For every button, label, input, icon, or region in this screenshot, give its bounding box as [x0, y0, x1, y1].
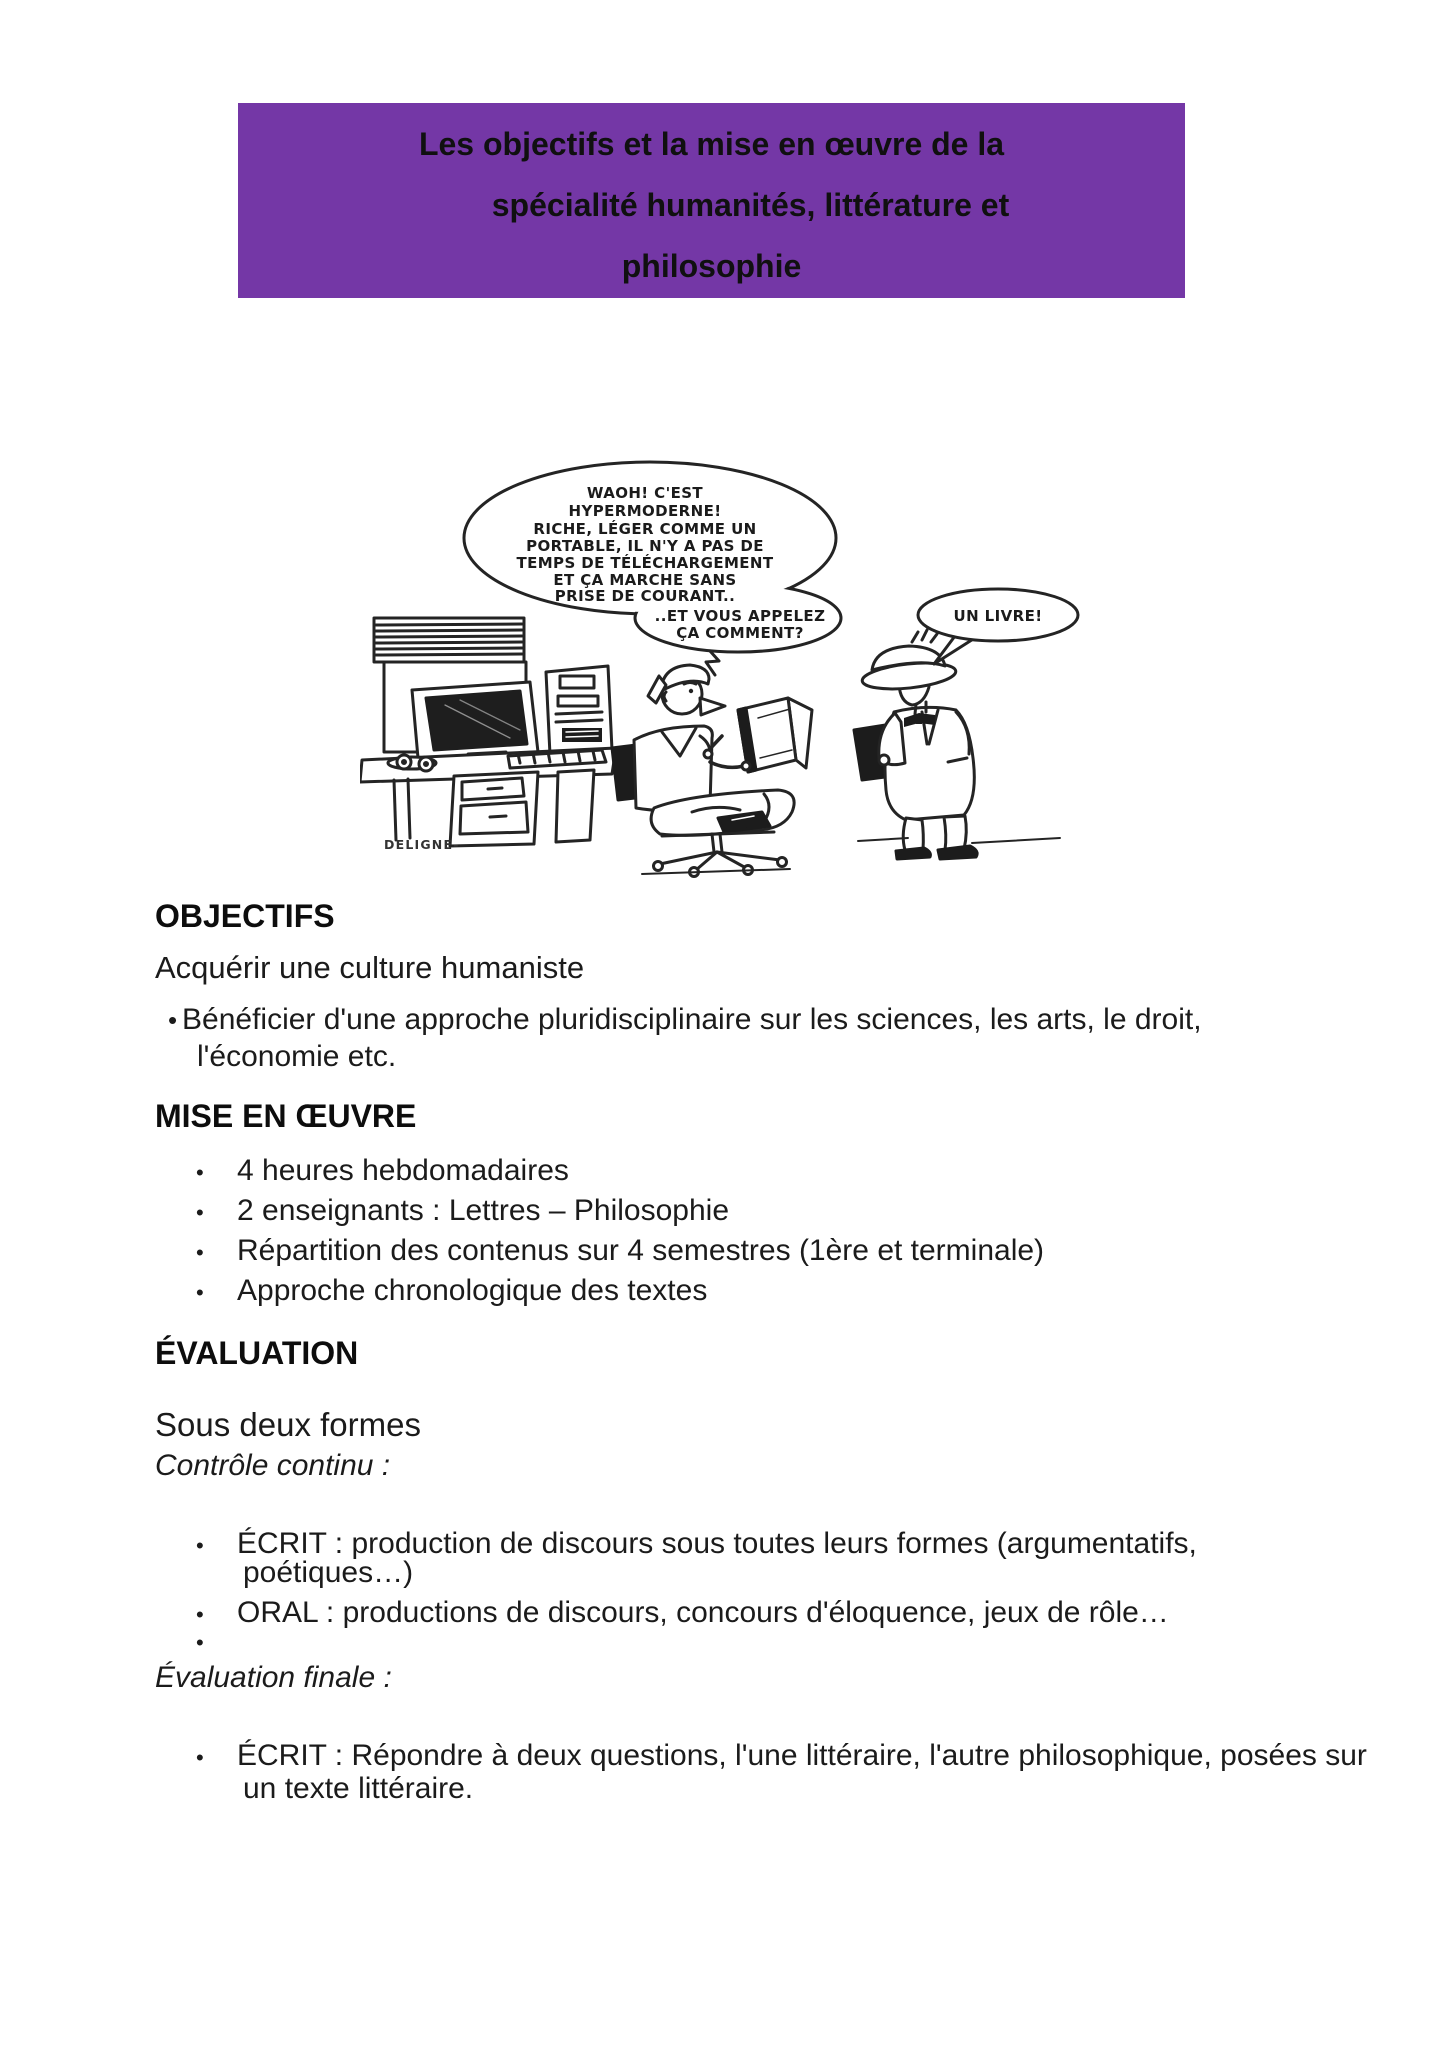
bubble-text-line: PORTABLE, IL N'Y A PAS DE: [526, 537, 764, 555]
bubble-reply-text: UN LIVRE!: [953, 607, 1043, 625]
bullet-text-wrap: poétiques…): [243, 1556, 414, 1589]
bullet-text: ÉCRIT : production de discours sous toutes leurs formes (argumentatifs,: [237, 1527, 1197, 1560]
bubble-text-line: PRISE DE COURANT..: [554, 587, 736, 605]
heading-objectifs: OBJECTIFS: [155, 898, 335, 934]
title-line-1: Les objectifs et la mise en œuvre de la: [418, 126, 1005, 162]
bubble-text-line: ÇA COMMENT?: [676, 624, 804, 642]
bubble-text-line: RICHE, LÉGER COMME UN: [533, 520, 757, 538]
title-banner: [238, 103, 1185, 298]
bullet-text: Approche chronologique des textes: [237, 1274, 708, 1307]
bubble-text-line: WAOH! C'EST: [586, 484, 704, 502]
seated-character: [612, 665, 812, 877]
bullet-text: ÉCRIT : Répondre à deux questions, l'une littéraire, l'autre philosophique, posées sur: [237, 1739, 1367, 1772]
bubble-text-line: ET ÇA MARCHE SANS: [553, 571, 737, 589]
bullet-text: Bénéficier d'une approche pluridisciplinaire sur les sciences, les arts, le droit,: [182, 1003, 1202, 1036]
bullet-text-wrap: l'économie etc.: [197, 1040, 397, 1073]
label-evaluation-finale: Évaluation finale :: [155, 1661, 392, 1694]
bullet-icon: •: [196, 1200, 204, 1225]
bullet-icon: •: [196, 1745, 204, 1770]
bullet-text: 2 enseignants : Lettres – Philosophie: [237, 1194, 729, 1227]
bullet-item-empty: [196, 1630, 237, 1655]
cartoon-illustration: [360, 460, 1100, 880]
bubble-text-line: ..ET VOUS APPELEZ: [654, 607, 826, 625]
bullet-icon: •: [196, 1630, 204, 1655]
subtitle-sous-deux-formes: Sous deux formes: [155, 1406, 421, 1443]
artist-signature: DELIGNE-: [384, 837, 460, 852]
bullet-icon: •: [196, 1240, 204, 1265]
label-controle-continu: Contrôle continu :: [155, 1449, 391, 1482]
bullet-item: [168, 1003, 1202, 1038]
computer-desk: [360, 666, 616, 846]
speech-bubble-reply: [918, 589, 1078, 664]
bullet-item: [196, 1234, 1044, 1269]
bullet-icon: •: [196, 1533, 204, 1558]
bullet-text: Répartition des contenus sur 4 semestres (1ère et terminale): [237, 1234, 1045, 1267]
heading-evaluation: ÉVALUATION: [155, 1335, 359, 1371]
bullet-icon: •: [196, 1160, 204, 1185]
bullet-item: [196, 1739, 1367, 1774]
title-line-3: philosophie: [621, 248, 802, 284]
bullet-icon: •: [196, 1602, 204, 1627]
bubble-text-line: HYPERMODERNE!: [568, 502, 722, 520]
bullet-text-wrap: un texte littéraire.: [243, 1772, 474, 1805]
heading-mise-en-oeuvre: MISE EN ŒUVRE: [155, 1098, 417, 1134]
bullet-icon: •: [196, 1280, 204, 1305]
text-acquerir: Acquérir une culture humaniste: [155, 950, 585, 985]
bullet-item: [196, 1274, 707, 1309]
bullet-item: [196, 1596, 1169, 1631]
bullet-text: ORAL : productions de discours, concours d'éloquence, jeux de rôle…: [237, 1596, 1169, 1629]
title-line-2: spécialité humanités, littérature et: [491, 187, 1010, 223]
bullet-item: [196, 1154, 569, 1189]
bullet-icon: •: [168, 1005, 178, 1035]
bubble-text-line: TEMPS DE TÉLÉCHARGEMENT: [516, 554, 774, 572]
bullet-item: [196, 1194, 729, 1229]
bullet-text: 4 heures hebdomadaires: [237, 1154, 569, 1187]
